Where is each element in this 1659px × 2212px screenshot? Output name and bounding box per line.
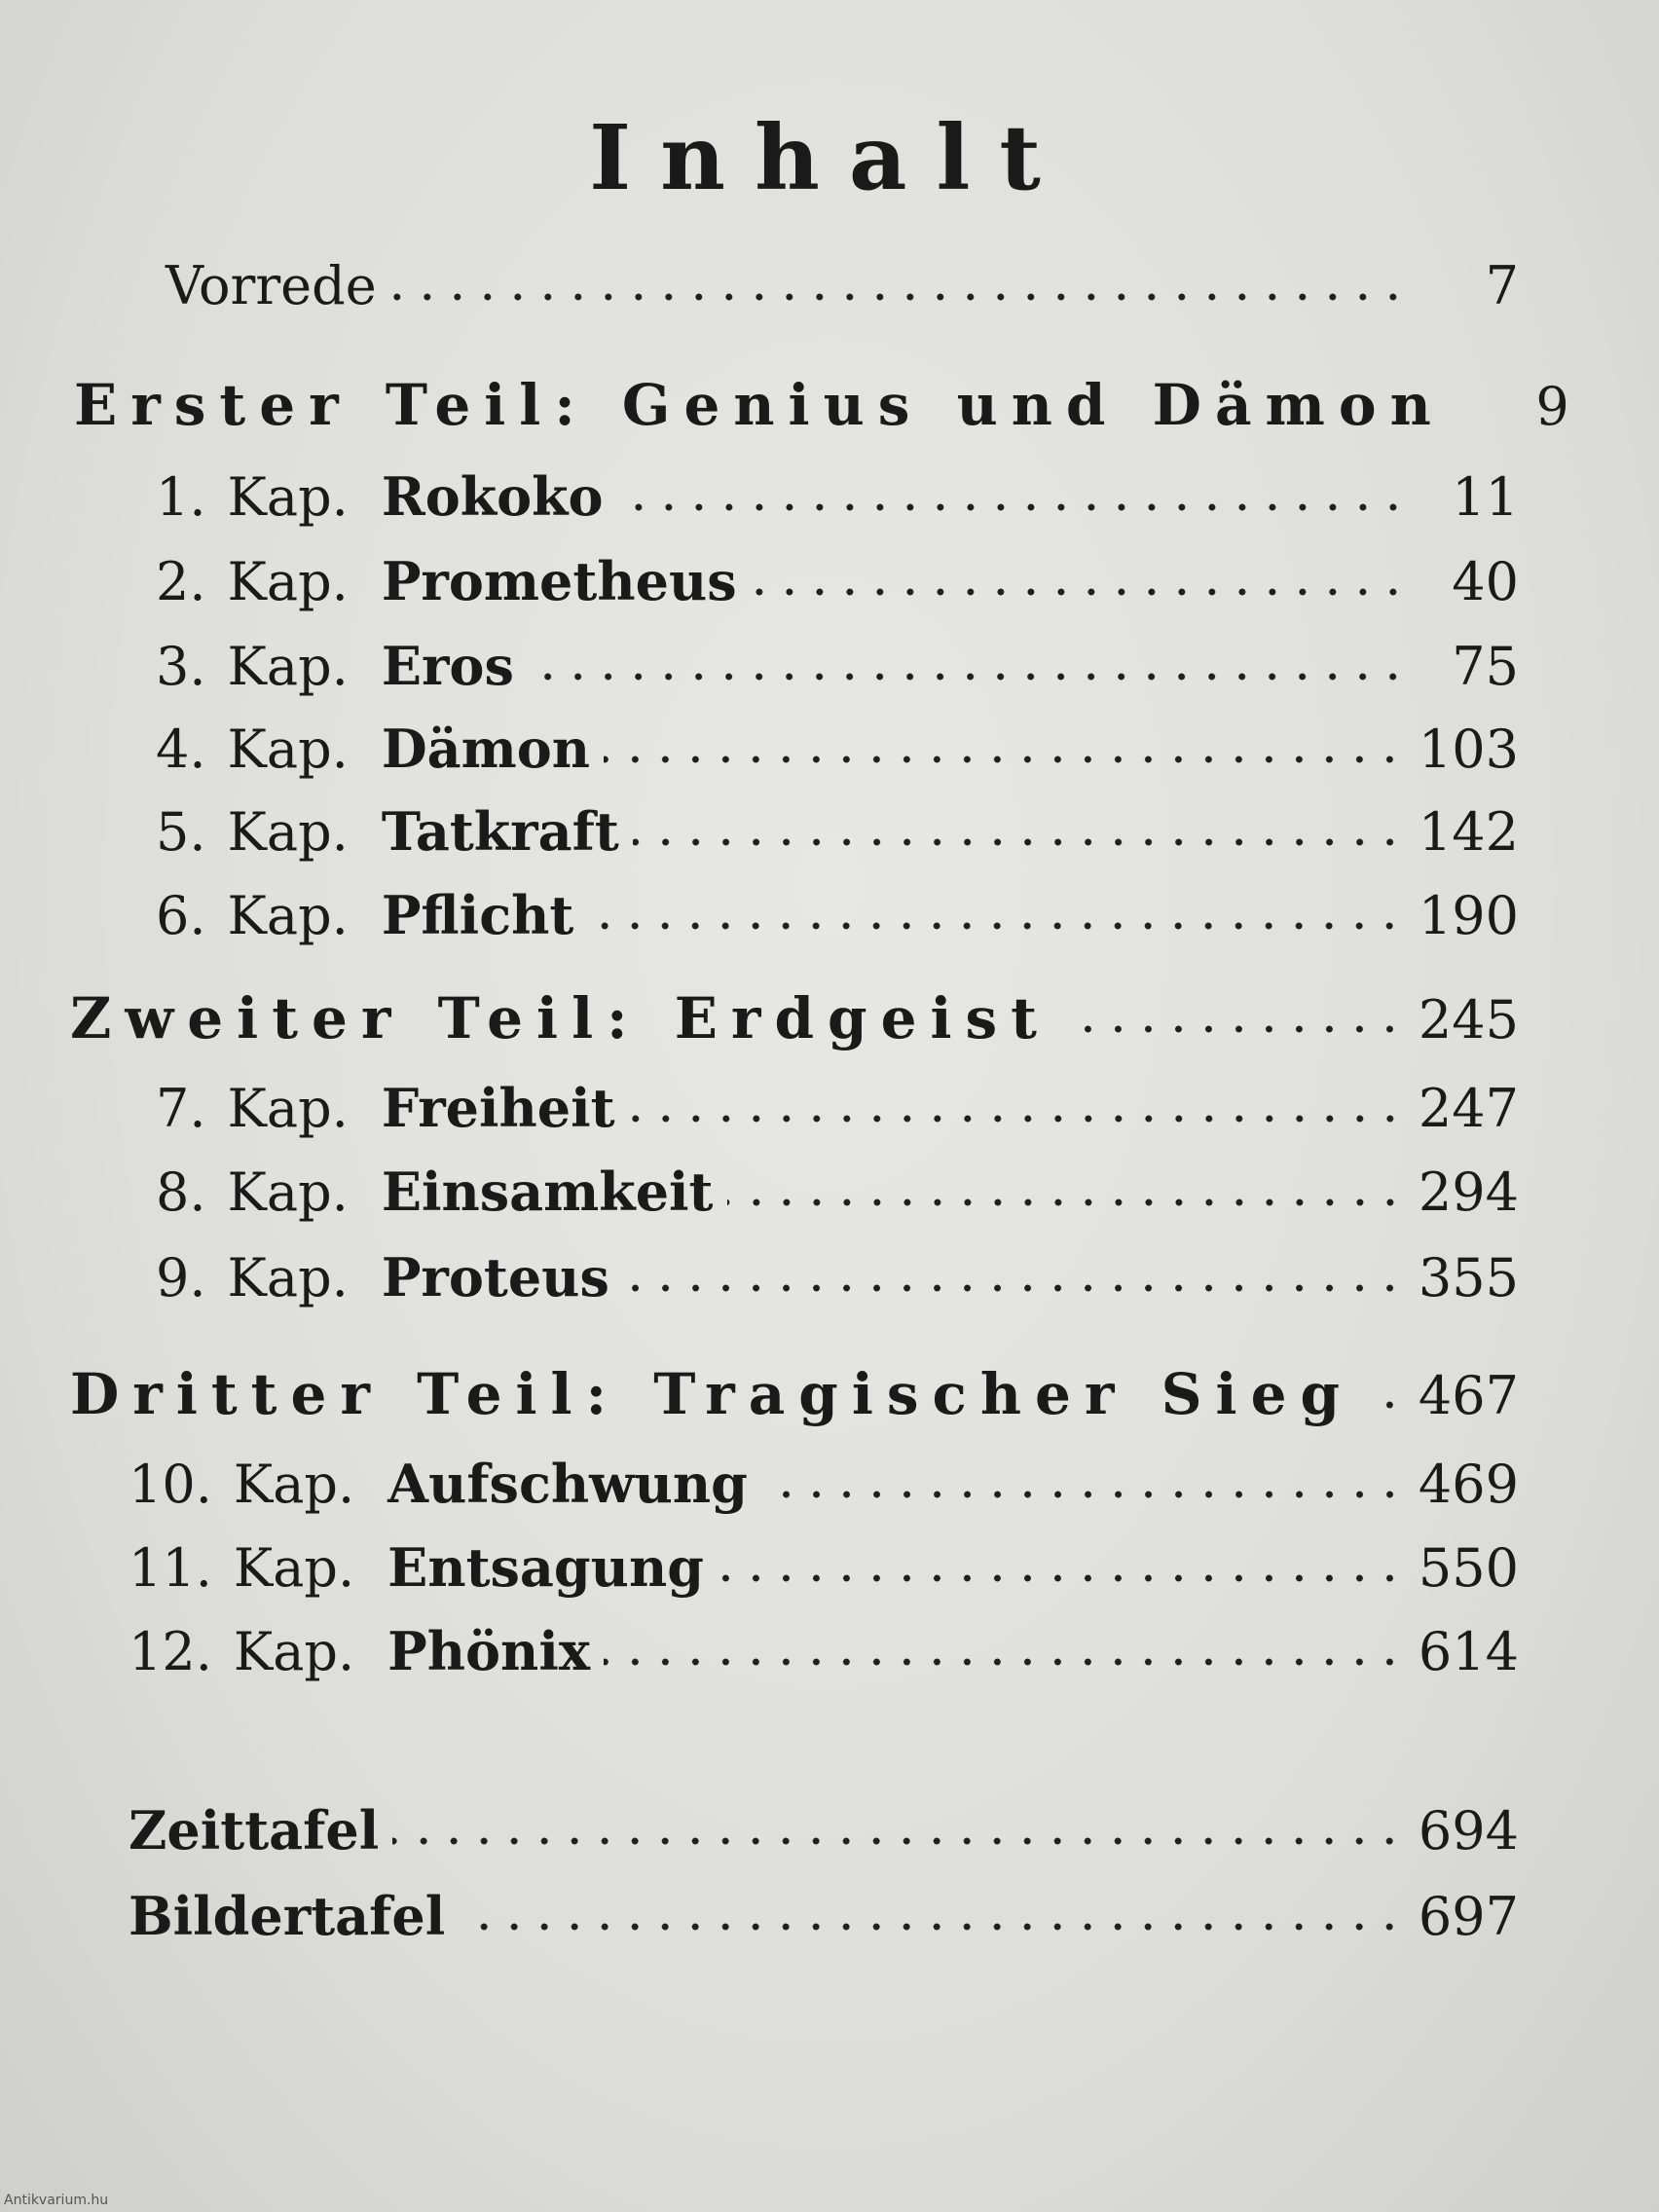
toc-page-number: 245 [1418,989,1519,1051]
toc-page-number: 355 [1418,1247,1519,1309]
dot-leader [587,920,1405,932]
chapter-number: 6. [156,885,206,946]
toc-entry-vorrede [166,255,1519,316]
toc-page-number: 550 [1418,1537,1519,1599]
chapter-title: Tatkraft [381,800,619,863]
toc-chapter-5 [156,800,1519,863]
toc-page-number: 694 [1418,1800,1519,1862]
toc-page-number: 7 [1485,255,1519,316]
chapter-title: Aufschwung [387,1453,748,1515]
toc-chapter-7 [156,1077,1519,1139]
toc-page-number: 247 [1418,1078,1519,1139]
toc-page-number: 103 [1418,719,1519,780]
toc-entry-label: Zeittafel [129,1799,380,1862]
chapter-title: Rokoko [381,465,604,528]
chapter-number: 8. [156,1161,206,1223]
dot-leader [604,754,1405,765]
dot-leader [718,1572,1405,1584]
chapter-title: Freiheit [381,1077,615,1139]
dot-leader [629,1113,1405,1124]
chapter-kap: Kap. [227,466,349,528]
chapter-title: Entsagung [387,1536,704,1599]
chapter-kap: Kap. [227,551,349,612]
dot-leader [392,1835,1405,1847]
chapter-title: Eros [381,635,514,697]
chapter-title: Proteus [381,1246,609,1309]
toc-chapter-8 [156,1161,1519,1223]
toc-page-number: 614 [1418,1621,1519,1682]
chapter-number: 9. [156,1247,206,1309]
toc-page-number: 697 [1418,1886,1519,1947]
chapter-title: Dämon [381,718,591,780]
dot-leader [1064,1023,1405,1035]
toc-entry-label: Bildertafel [129,1885,446,1947]
dot-leader [727,1197,1405,1208]
toc-chapter-4 [156,718,1519,780]
chapter-kap: Kap. [227,1247,349,1309]
dot-leader [623,1282,1405,1294]
chapter-number: 12. [129,1621,212,1682]
chapter-number: 10. [129,1454,212,1515]
chapter-kap: Kap. [227,1161,349,1223]
chapter-kap: Kap. [227,885,349,946]
toc-chapter-1 [156,465,1519,528]
chapter-title: Pflicht [381,884,574,946]
toc-page-number: 294 [1418,1161,1519,1223]
toc-chapter-11 [129,1536,1519,1599]
toc-entry-bildertafel [129,1885,1519,1947]
toc-entry-label: Vorrede [166,255,377,316]
toc-chapter-2 [156,550,1519,612]
dot-leader [761,1489,1405,1500]
chapter-title: Phönix [387,1620,591,1682]
toc-page-number: 142 [1418,801,1519,863]
dot-leader [633,836,1405,848]
chapter-number: 2. [156,551,206,612]
dot-leader [604,1656,1405,1668]
toc-page-number: 75 [1452,636,1519,697]
chapter-kap: Kap. [233,1621,355,1682]
toc-part-label: Zweiter Teil: Erdgeist [70,985,1051,1051]
chapter-number: 3. [156,636,206,697]
toc-page-number: 190 [1418,885,1519,946]
toc-page-number: 11 [1452,466,1519,528]
chapter-kap: Kap. [227,801,349,863]
page-title: Inhalt [589,105,1070,210]
toc-chapter-3 [156,635,1519,697]
chapter-number: 7. [156,1078,206,1139]
chapter-kap: Kap. [227,719,349,780]
toc-part-1 [74,372,1569,438]
dot-leader [528,671,1408,682]
toc-page-number: 9 [1535,376,1569,437]
dot-leader [1367,1399,1405,1411]
chapter-title: Prometheus [381,550,737,612]
chapter-number: 4. [156,719,206,780]
toc-page-number: 40 [1452,551,1519,612]
toc-chapter-9 [156,1246,1519,1309]
dot-leader [390,291,1408,303]
chapter-number: 11. [129,1537,212,1599]
chapter-kap: Kap. [233,1454,355,1515]
toc-page-number: 467 [1418,1365,1519,1426]
watermark-text: Antikvarium.hu [4,2193,109,2208]
chapter-title: Einsamkeit [381,1161,714,1223]
chapter-kap: Kap. [233,1537,355,1599]
toc-part-3 [70,1361,1519,1427]
toc-chapter-10 [129,1453,1519,1515]
chapter-number: 5. [156,801,206,863]
toc-part-2 [70,985,1519,1051]
toc-chapter-6 [156,884,1519,946]
toc-part-label: Dritter Teil: Tragischer Sieg [70,1361,1354,1427]
chapter-number: 1. [156,466,206,528]
toc-chapter-12 [129,1620,1519,1682]
chapter-kap: Kap. [227,1078,349,1139]
toc-part-label: Erster Teil: Genius und Dämon [74,372,1445,438]
toc-entry-zeittafel [129,1799,1519,1862]
toc-page-number: 469 [1418,1454,1519,1515]
dot-leader [459,1921,1405,1933]
chapter-kap: Kap. [227,636,349,697]
dot-leader [751,586,1408,598]
dot-leader [617,501,1408,513]
